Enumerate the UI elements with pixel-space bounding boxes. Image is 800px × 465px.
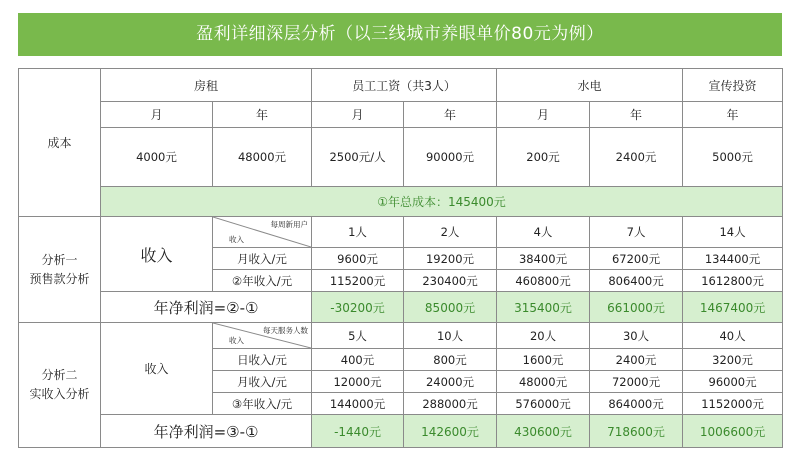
net-profit-cell: 142600元 — [404, 415, 497, 448]
analysis2-label-line2: 实收入分析 — [29, 387, 90, 401]
value-cell: 460800元 — [497, 270, 590, 292]
value-cell: 806400元 — [590, 270, 683, 292]
page-title: 盈利详细深层分析（以三线城市养眼单价80元为例） — [18, 13, 782, 56]
value-cell: 96000元 — [683, 371, 783, 393]
analysis1-label — [19, 217, 101, 323]
users-cell: 30人 — [590, 323, 683, 349]
cost-group-marketing: 宣传投资 — [683, 69, 783, 102]
diag-top-label: 每天服务人数 — [263, 326, 309, 335]
diag-bottom-label: 收入 — [229, 336, 244, 345]
diag-bottom-label: 收入 — [229, 235, 244, 244]
cost-value: 4000元 — [101, 128, 213, 187]
users-cell: 5人 — [312, 323, 404, 349]
period-cell: 年 — [404, 102, 497, 128]
analysis2-income-label: 收入 — [101, 323, 213, 415]
net-profit-cell: -1440元 — [312, 415, 404, 448]
value-cell: 9600元 — [312, 248, 404, 270]
row-label: 月收入/元 — [213, 371, 312, 393]
value-cell: 67200元 — [590, 248, 683, 270]
net-profit-cell: -30200元 — [312, 292, 404, 323]
value-cell: 230400元 — [404, 270, 497, 292]
value-cell: 72000元 — [590, 371, 683, 393]
value-cell: 1152000元 — [683, 393, 783, 415]
analysis2-diagonal-header — [213, 323, 312, 349]
users-cell: 1人 — [312, 217, 404, 248]
net-profit-cell: 430600元 — [497, 415, 590, 448]
value-cell: 576000元 — [497, 393, 590, 415]
value-cell: 1612800元 — [683, 270, 783, 292]
users-cell: 10人 — [404, 323, 497, 349]
cost-value: 2400元 — [590, 128, 683, 187]
total-cost: ①年总成本：145400元 — [101, 187, 783, 217]
cost-value: 90000元 — [404, 128, 497, 187]
value-cell: 19200元 — [404, 248, 497, 270]
analysis1-income-label: 收入 — [101, 217, 213, 292]
net-profit-cell: 661000元 — [590, 292, 683, 323]
cost-value: 48000元 — [213, 128, 312, 187]
period-cell: 年 — [683, 102, 783, 128]
value-cell: 38400元 — [497, 248, 590, 270]
value-cell: 115200元 — [312, 270, 404, 292]
net-profit-cell: 1006600元 — [683, 415, 783, 448]
users-cell: 7人 — [590, 217, 683, 248]
users-cell: 4人 — [497, 217, 590, 248]
profit-analysis-table — [18, 68, 783, 448]
value-cell: 2400元 — [590, 349, 683, 371]
value-cell: 288000元 — [404, 393, 497, 415]
period-cell: 月 — [497, 102, 590, 128]
net-profit-cell: 85000元 — [404, 292, 497, 323]
period-cell: 月 — [101, 102, 213, 128]
value-cell: 48000元 — [497, 371, 590, 393]
row-label: 日收入/元 — [213, 349, 312, 371]
diag-top-label: 每周新用户 — [270, 220, 309, 229]
cost-group-rent: 房租 — [101, 69, 312, 102]
cost-value: 2500元/人 — [312, 128, 404, 187]
value-cell: 12000元 — [312, 371, 404, 393]
users-cell: 40人 — [683, 323, 783, 349]
cost-value: 5000元 — [683, 128, 783, 187]
row-label: ③年收入/元 — [213, 393, 312, 415]
period-cell: 年 — [213, 102, 312, 128]
value-cell: 3200元 — [683, 349, 783, 371]
analysis2-label — [19, 323, 101, 448]
users-cell: 14人 — [683, 217, 783, 248]
value-cell: 24000元 — [404, 371, 497, 393]
cost-value: 200元 — [497, 128, 590, 187]
value-cell: 800元 — [404, 349, 497, 371]
analysis1-label-line1: 分析一 — [41, 252, 78, 267]
cost-label: 成本 — [19, 69, 101, 217]
analysis1-label-line2: 预售款分析 — [29, 271, 90, 286]
value-cell: 400元 — [312, 349, 404, 371]
row-label: 月收入/元 — [213, 248, 312, 270]
period-cell: 月 — [312, 102, 404, 128]
users-cell: 2人 — [404, 217, 497, 248]
value-cell: 1600元 — [497, 349, 590, 371]
period-cell: 年 — [590, 102, 683, 128]
row-label: ②年收入/元 — [213, 270, 312, 292]
analysis1-net-label: 年净利润=②-① — [101, 292, 312, 323]
value-cell: 864000元 — [590, 393, 683, 415]
analysis2-net-label: 年净利润=③-① — [101, 415, 312, 448]
users-cell: 20人 — [497, 323, 590, 349]
net-profit-cell: 315400元 — [497, 292, 590, 323]
analysis2-label-line1: 分析二 — [41, 368, 78, 382]
value-cell: 134400元 — [683, 248, 783, 270]
net-profit-cell: 718600元 — [590, 415, 683, 448]
net-profit-cell: 1467400元 — [683, 292, 783, 323]
cost-group-salary: 员工工资（共3人） — [312, 69, 497, 102]
value-cell: 144000元 — [312, 393, 404, 415]
cost-group-utilities: 水电 — [497, 69, 683, 102]
analysis1-diagonal-header — [213, 217, 312, 248]
